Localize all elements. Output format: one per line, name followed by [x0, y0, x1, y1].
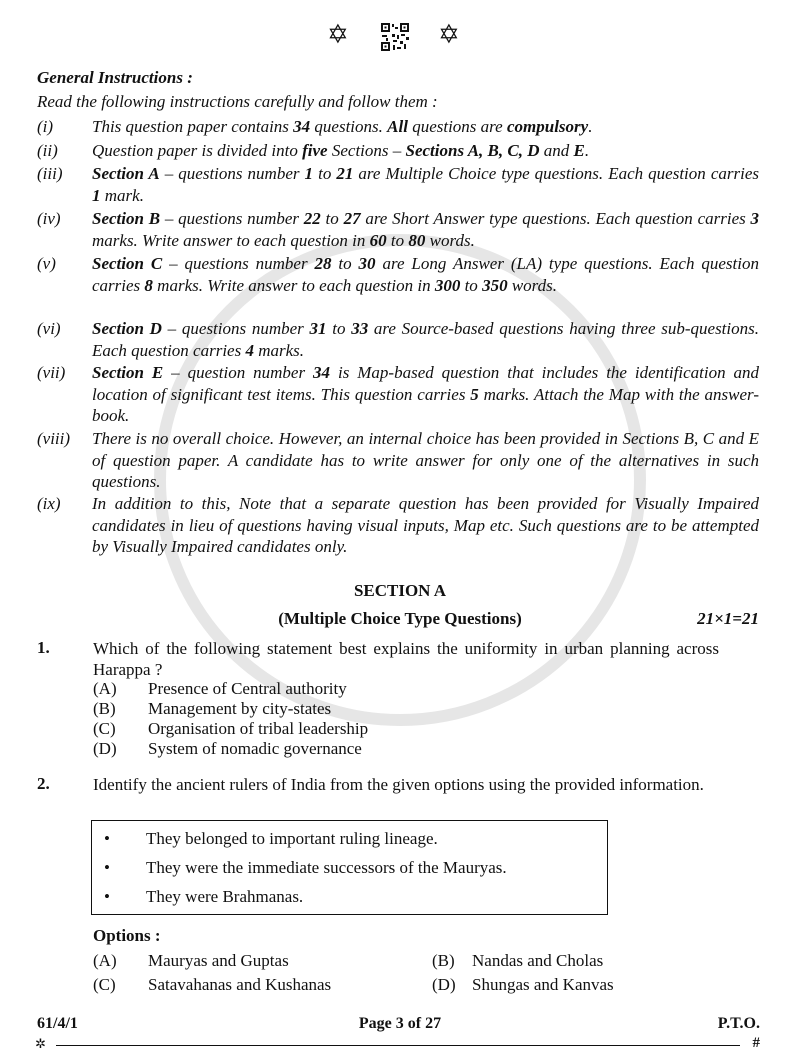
- instruction-number: (vii): [37, 363, 66, 382]
- section-marks: 21×1=21: [697, 609, 759, 628]
- question-text: Identify the ancient rulers of India from the given options using the provided information.: [93, 775, 704, 794]
- instruction-number: (i): [37, 117, 54, 136]
- instruction-text: Section D – questions number 31 to 33 are Source-based questions having three sub-questions. Each question carries 4 marks.: [92, 319, 759, 360]
- instruction-number: (ix): [37, 494, 61, 513]
- question-number: 2.: [37, 774, 50, 793]
- instruction-item: [37, 362, 759, 427]
- general-instructions-title: General Instructions :: [37, 68, 193, 87]
- option-item: [432, 975, 614, 995]
- option-item: [93, 975, 331, 995]
- question-text: Which of the following statement best explains the uniformity in urban planning across Harappa ?: [93, 639, 719, 679]
- star-of-david-icon: ✡: [438, 20, 460, 49]
- instruction-item: [37, 318, 759, 361]
- instruction-item: [37, 253, 759, 296]
- instruction-item: [37, 493, 759, 558]
- hash-mark: #: [752, 1035, 760, 1051]
- option-item: [93, 679, 347, 699]
- options-label: Options :: [93, 926, 161, 945]
- option-text: System of nomadic governance: [148, 739, 362, 758]
- gear-icon: ✲: [35, 1036, 46, 1051]
- instruction-text: Section C – questions number 28 to 30 are Long Answer (LA) type questions. Each question carries 8 marks. Write answer to each question in 300 to 350 words.: [92, 254, 759, 295]
- instruction-text: There is no overall choice. However, an internal choice has been provided in Sections B, C and E of question paper. A candidate has to write answer for only one of the alternatives in such questions.: [92, 429, 759, 491]
- instruction-text: In addition to this, Note that a separate question has been provided for Visually Impaired candidates in lieu of questions having visual inputs, Map etc. Such questions are to be attempted by Visually Impaired candidates only.: [92, 494, 759, 556]
- option-item: [93, 719, 368, 739]
- instruction-number: (iii): [37, 164, 63, 183]
- section-subtitle: (Multiple Choice Type Questions): [278, 609, 522, 628]
- bullet: •: [104, 887, 110, 906]
- instruction-number: (v): [37, 254, 56, 273]
- info-box: • They belonged to important ruling lineage. • They were the immediate successors of the Mauryas. • They were Brahmanas.: [91, 820, 608, 915]
- option-text: Mauryas and Guptas: [148, 951, 289, 970]
- option-label: (C): [93, 719, 116, 738]
- option-label: (D): [432, 975, 456, 994]
- option-item: [432, 951, 603, 971]
- option-item: [93, 951, 289, 971]
- instruction-item: [37, 163, 759, 206]
- option-label: (B): [432, 951, 455, 970]
- option-text: Shungas and Kanvas: [472, 975, 614, 994]
- option-text: Organisation of tribal leadership: [148, 719, 369, 738]
- paper-code: 61/4/1: [37, 1015, 78, 1032]
- instruction-item: [37, 428, 759, 493]
- header-marks: [0, 20, 800, 56]
- instruction-number: (viii): [37, 429, 71, 448]
- instruction-item: [37, 116, 759, 138]
- page-number: Page 3 of 27: [358, 1015, 442, 1032]
- qr-code-icon: [380, 22, 410, 52]
- option-label: (A): [93, 679, 117, 698]
- instruction-text: Section A – questions number 1 to 21 are Multiple Choice type questions. Each question carries 1 mark.: [92, 164, 759, 205]
- instruction-text: This question paper contains 34 questions. All questions are compulsory.: [92, 117, 593, 136]
- instruction-text: Question paper is divided into five Sections – Sections A, B, C, D and E.: [92, 141, 590, 160]
- option-text: Nandas and Cholas: [472, 951, 604, 970]
- pto-label: P.T.O.: [717, 1015, 760, 1032]
- instruction-number: (ii): [37, 141, 58, 160]
- instruction-number: (vi): [37, 319, 61, 338]
- option-label: (A): [93, 951, 117, 970]
- star-of-david-icon: ✡: [327, 20, 349, 49]
- option-item: [93, 699, 331, 719]
- option-text: Presence of Central authority: [148, 679, 347, 698]
- option-label: (D): [93, 739, 117, 758]
- option-text: Management by city-states: [148, 699, 332, 718]
- instruction-item: [37, 140, 759, 162]
- question-number: 1.: [37, 638, 50, 657]
- footer-divider: [56, 1045, 740, 1046]
- instruction-text: Section E – question number 34 is Map-based question that includes the identification and location of significant test items. This question carries 5 marks. Attach the Map with the answer-book.: [92, 363, 760, 425]
- section-title: SECTION A: [353, 581, 447, 600]
- bullet: •: [104, 829, 110, 848]
- instruction-number: (iv): [37, 209, 61, 228]
- option-label: (B): [93, 699, 116, 718]
- instruction-text: Section B – questions number 22 to 27 are Short Answer type questions. Each question carries 3 marks. Write answer to each question in 60 to 80 words.: [92, 209, 759, 250]
- bullet: •: [104, 858, 110, 877]
- instruction-item: [37, 208, 759, 251]
- option-text: Satavahanas and Kushanas: [148, 975, 332, 994]
- general-instructions-intro: Read the following instructions carefully and follow them :: [37, 92, 438, 111]
- option-item: [93, 739, 362, 759]
- option-label: (C): [93, 975, 116, 994]
